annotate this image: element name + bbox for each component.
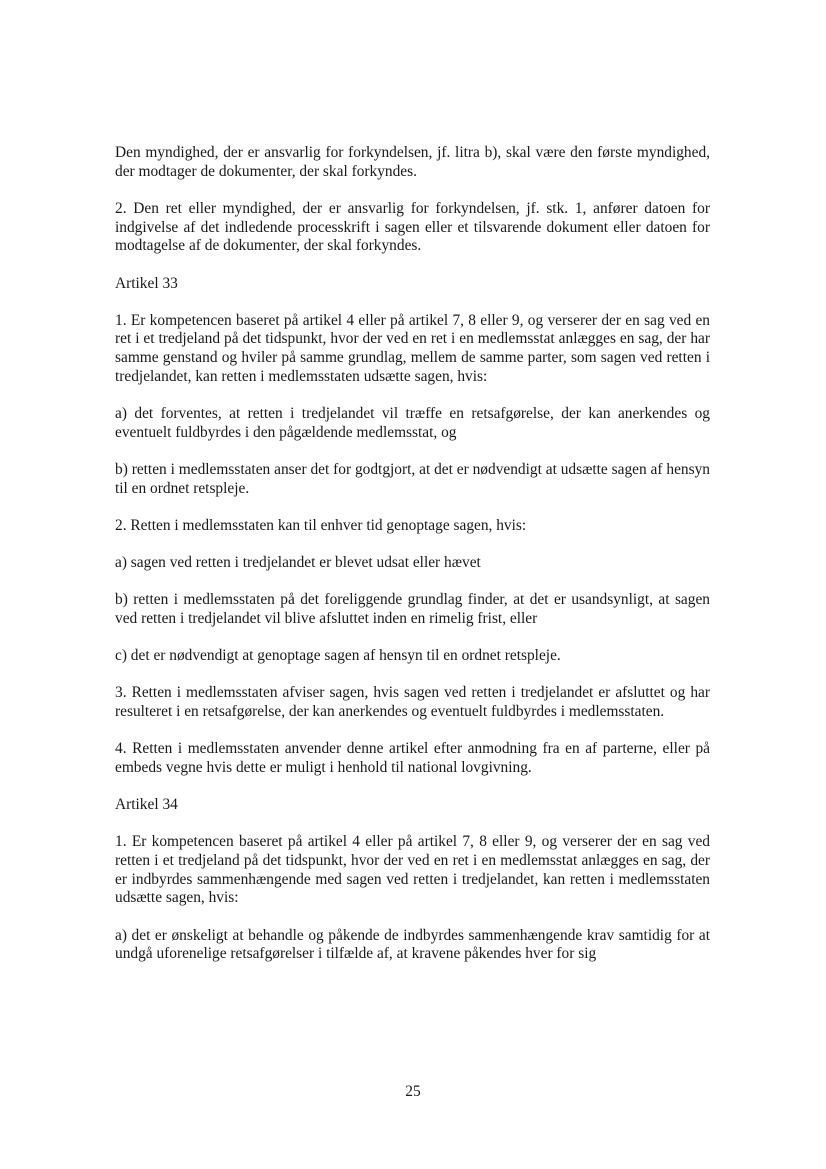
article-33-paragraph-1: 1. Er kompetencen baseret på artikel 4 eller på artikel 7, 8 eller 9, og verserer der en sag ved en ret i et tredjeland på det tidspunkt, hvor der ved en ret i en medlemsstat anlægges en sag, der har samme genstand og hviler på samme grundlag, mellem de samme parter, som sagen ved retten i tredjelandet, kan retten i medlemsstaten udsætte sagen, hvis:: [115, 311, 710, 385]
article-33-heading: Artikel 33: [115, 274, 178, 292]
paragraph-continuation: Den myndighed, der er ansvarlig for forkyndelsen, jf. litra b), skal være den første myndighed, der modtager de dokumenter, der skal forkyndes.: [115, 144, 710, 180]
article-33-paragraph-4: 4. Retten i medlemsstaten anvender denne artikel efter anmodning fra en af parterne, eller på embeds vegne hvis dette er muligt i henhold til national lovgivning.: [115, 740, 710, 776]
article-33-paragraph-2: 2. Retten i medlemsstaten kan til enhver tid genoptage sagen, hvis:: [115, 516, 527, 534]
article-33-item-1b: b) retten i medlemsstaten anser det for godtgjort, at det er nødvendigt at udsætte sagen af hensyn til en ordnet retspleje.: [115, 460, 710, 497]
document-page-body: [115, 144, 710, 983]
article-33-paragraph-3: 3. Retten i medlemsstaten afviser sagen, hvis sagen ved retten i tredjelandet er afsluttet og har resulteret i en retsafgørelse, der kan anerkendes og eventuelt fuldbyrdes i medlemsstaten.: [115, 684, 710, 721]
article-34-item-1a: a) det er ønskeligt at behandle og påkende de indbyrdes sammenhængende krav samtidig for at undgå uforenelige retsafgørelser i tilfælde af, at kravene påkendes hver for sig: [115, 926, 710, 963]
article-33-item-2a: a) sagen ved retten i tredjelandet er blevet udsat eller hævet: [115, 554, 481, 572]
article-34-heading: Artikel 34: [115, 796, 178, 814]
article-33-item-1a: a) det forventes, at retten i tredjelandet vil træffe en retsafgørelse, der kan anerkendes og eventuelt fuldbyrdes i den pågældende medlemsstat, og: [115, 405, 710, 441]
paragraph-section-2: 2. Den ret eller myndighed, der er ansvarlig for forkyndelsen, jf. stk. 1, anfører datoen for indgivelse af det indledende processkrift i sagen eller et tilsvarende dokument eller datoen for modtagelse af de dokumenter, der skal forkyndes.: [115, 199, 710, 255]
article-34-paragraph-1: 1. Er kompetencen baseret på artikel 4 eller på artikel 7, 8 eller 9, og verserer der en sag ved retten i et tredjeland på det tidspunkt, hvor der ved en ret i en medlemsstat anlægges en sag, der er indbyrdes sammenhængende med sagen ved retten i tredjelandet, kan retten i medlemsstaten udsætte sagen, hvis:: [115, 833, 710, 907]
article-33-item-2b: b) retten i medlemsstaten på det foreliggende grundlag finder, at det er usandsynligt, at sagen ved retten i tredjelandet vil blive afsluttet inden en rimelig frist, eller: [115, 591, 710, 627]
article-33-item-2c: c) det er nødvendigt at genoptage sagen af hensyn til en ordnet retspleje.: [115, 647, 561, 665]
page-number: 25: [405, 1083, 421, 1100]
